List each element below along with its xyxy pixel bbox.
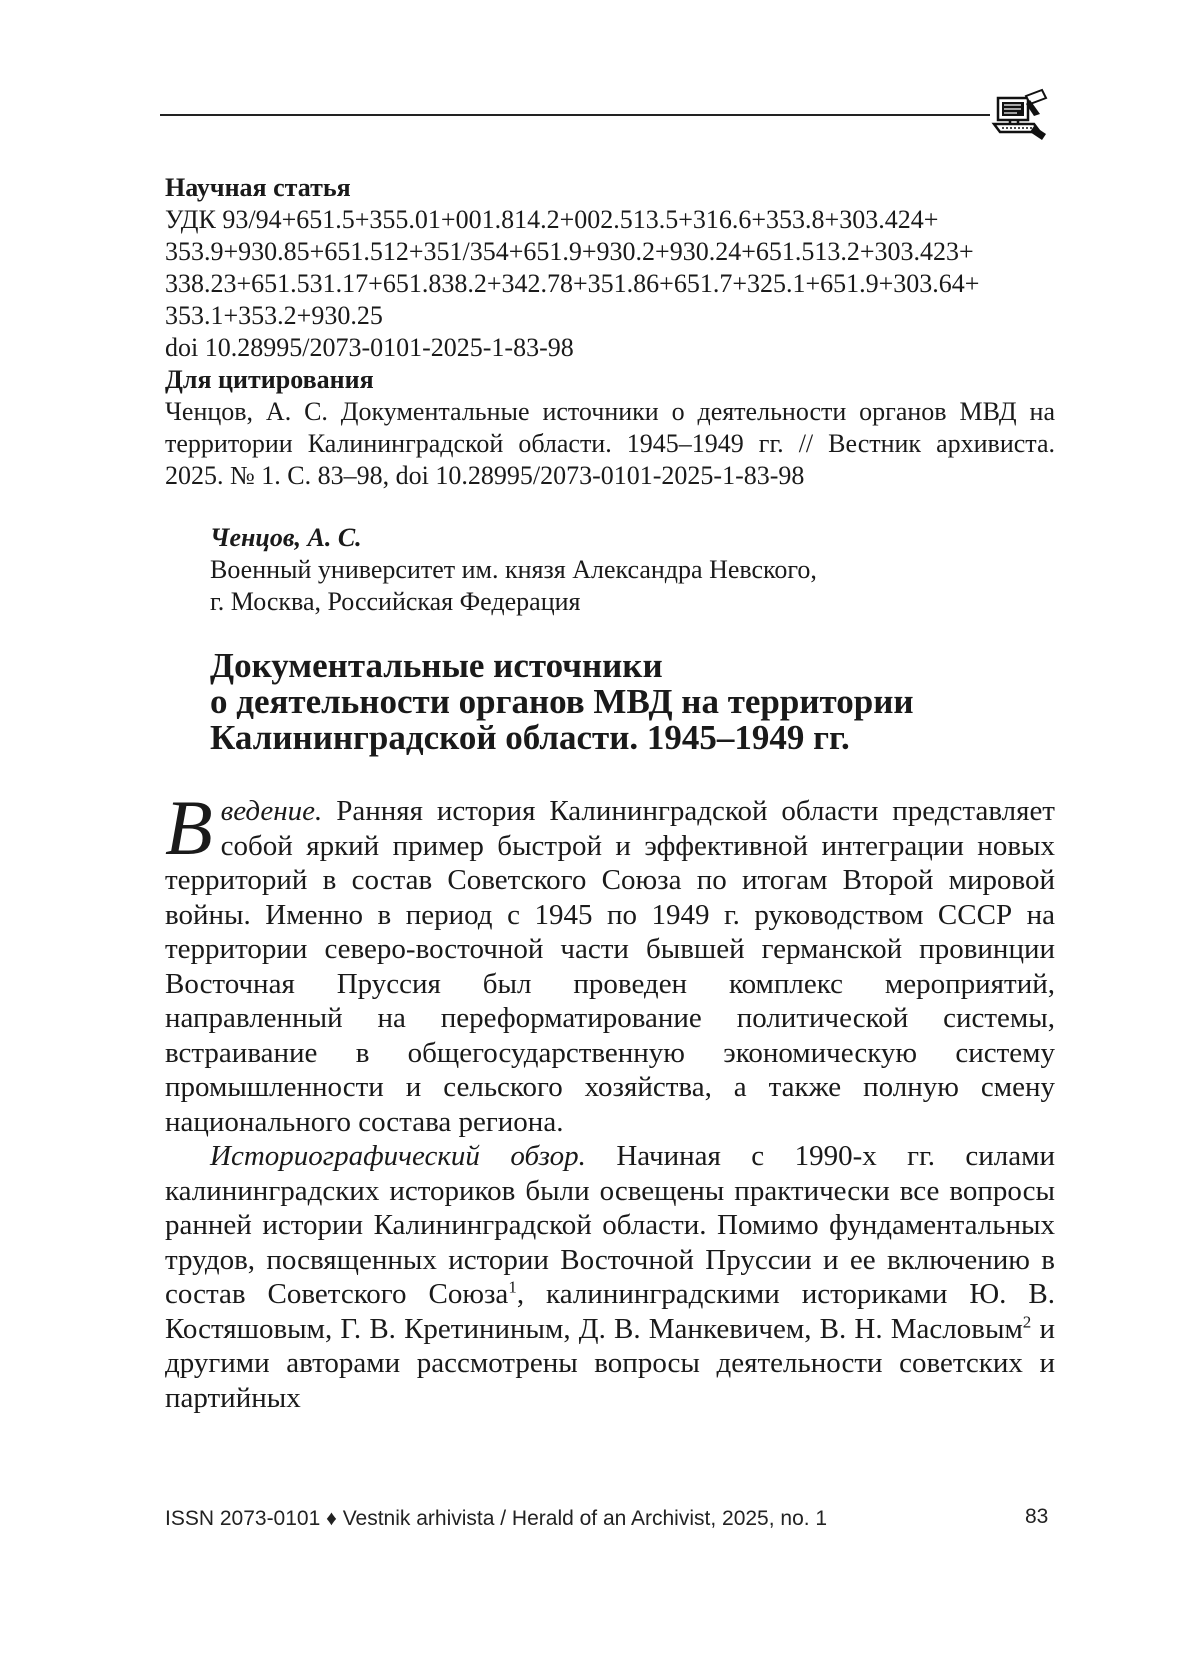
article-metadata: [165, 172, 1055, 492]
affiliation-line: г. Москва, Российская Федерация: [210, 587, 581, 616]
drop-cap: В: [165, 784, 213, 871]
section-lead: ведение.: [220, 795, 323, 827]
paragraph-text: и другими авторами рассмотрены вопросы деятельности советских и партийных: [165, 1312, 1055, 1414]
issn: ISSN 2073-0101: [165, 1507, 321, 1530]
page-number: 83: [1025, 1505, 1049, 1528]
diamond-separator-icon: ♦: [326, 1507, 337, 1530]
paragraph-text: Ранняя история Калининградской области представляет собой яркий пример быстрой и эффективной интеграции новых территорий в состав Советского Союза по итогам Второй мировой войны. Именно в период с 1945 по 1949 г. руководством СССР на территории северо-восточной части бывшей германской провинции Восточная Пруссия был проведен комплекс мероприятий, направленный на переформатирование политической системы, встраивание в общегосударственную экономическую систему промышленности и сельского хозяйства, а также полную смену национального состава региона.: [165, 795, 1055, 1138]
article-title: [210, 648, 1070, 756]
citation-text: Ченцов, А. С. Документальные источники о деятельности органов МВД на территории Калининградской области. 1945–1949 гг. // Вестник архивиста. 2025. № 1. С. 83–98, doi 10.28995/2073-0101-2025-1-83-98: [165, 397, 1055, 490]
title-line: Документальные источники: [210, 646, 663, 685]
computer-archive-icon: [990, 88, 1050, 144]
affiliation-line: Военный университет им. князя Александра Невского,: [210, 555, 817, 584]
title-line: Калининградской области. 1945–1949 гг.: [210, 718, 850, 757]
page-footer: [165, 1507, 827, 1531]
article-body: [165, 784, 1055, 1415]
paragraph-text: , калининградскими историками Ю. В. Костяшовым, Г. В. Кретининым, Д. В. Манкевичем, В. Н. Масловым: [165, 1278, 1055, 1345]
title-line: о деятельности органов МВД на территории: [210, 682, 914, 721]
paragraph-text: Начиная с 1990-х гг. силами калининградских историков были освещены практически все вопросы ранней истории Калининградской области. Помимо фундаментальных трудов, посвященных истории Восточной Пруссии и ее включению в состав Советского Союза: [165, 1140, 1055, 1310]
header-rule: [160, 114, 990, 116]
udk-line: 353.1+353.2+930.25: [165, 301, 383, 330]
footnote-ref[interactable]: 1: [508, 1277, 517, 1297]
author-block: [210, 522, 1050, 618]
article-type: Научная статья: [165, 173, 351, 202]
author-name: Ченцов, А. С.: [210, 523, 362, 552]
citation-heading: Для цитирования: [165, 365, 374, 394]
journal-name: Vestnik arhivista / Herald of an Archivist, 2025, no. 1: [342, 1507, 828, 1530]
paragraph-historiography: [165, 1139, 1055, 1415]
udk-line: 338.23+651.531.17+651.838.2+342.78+351.86+651.7+325.1+651.9+303.64+: [165, 269, 980, 298]
udk-line: УДК 93/94+651.5+355.01+001.814.2+002.513.5+316.6+353.8+303.424+: [165, 205, 939, 234]
footnote-ref[interactable]: 2: [1022, 1311, 1032, 1331]
doi: doi 10.28995/2073-0101-2025-1-83-98: [165, 333, 574, 362]
paragraph-introduction: [165, 784, 1055, 1139]
section-lead: Историографический обзор.: [210, 1140, 586, 1172]
udk-line: 353.9+930.85+651.512+351/354+651.9+930.2+930.24+651.513.2+303.423+: [165, 237, 974, 266]
